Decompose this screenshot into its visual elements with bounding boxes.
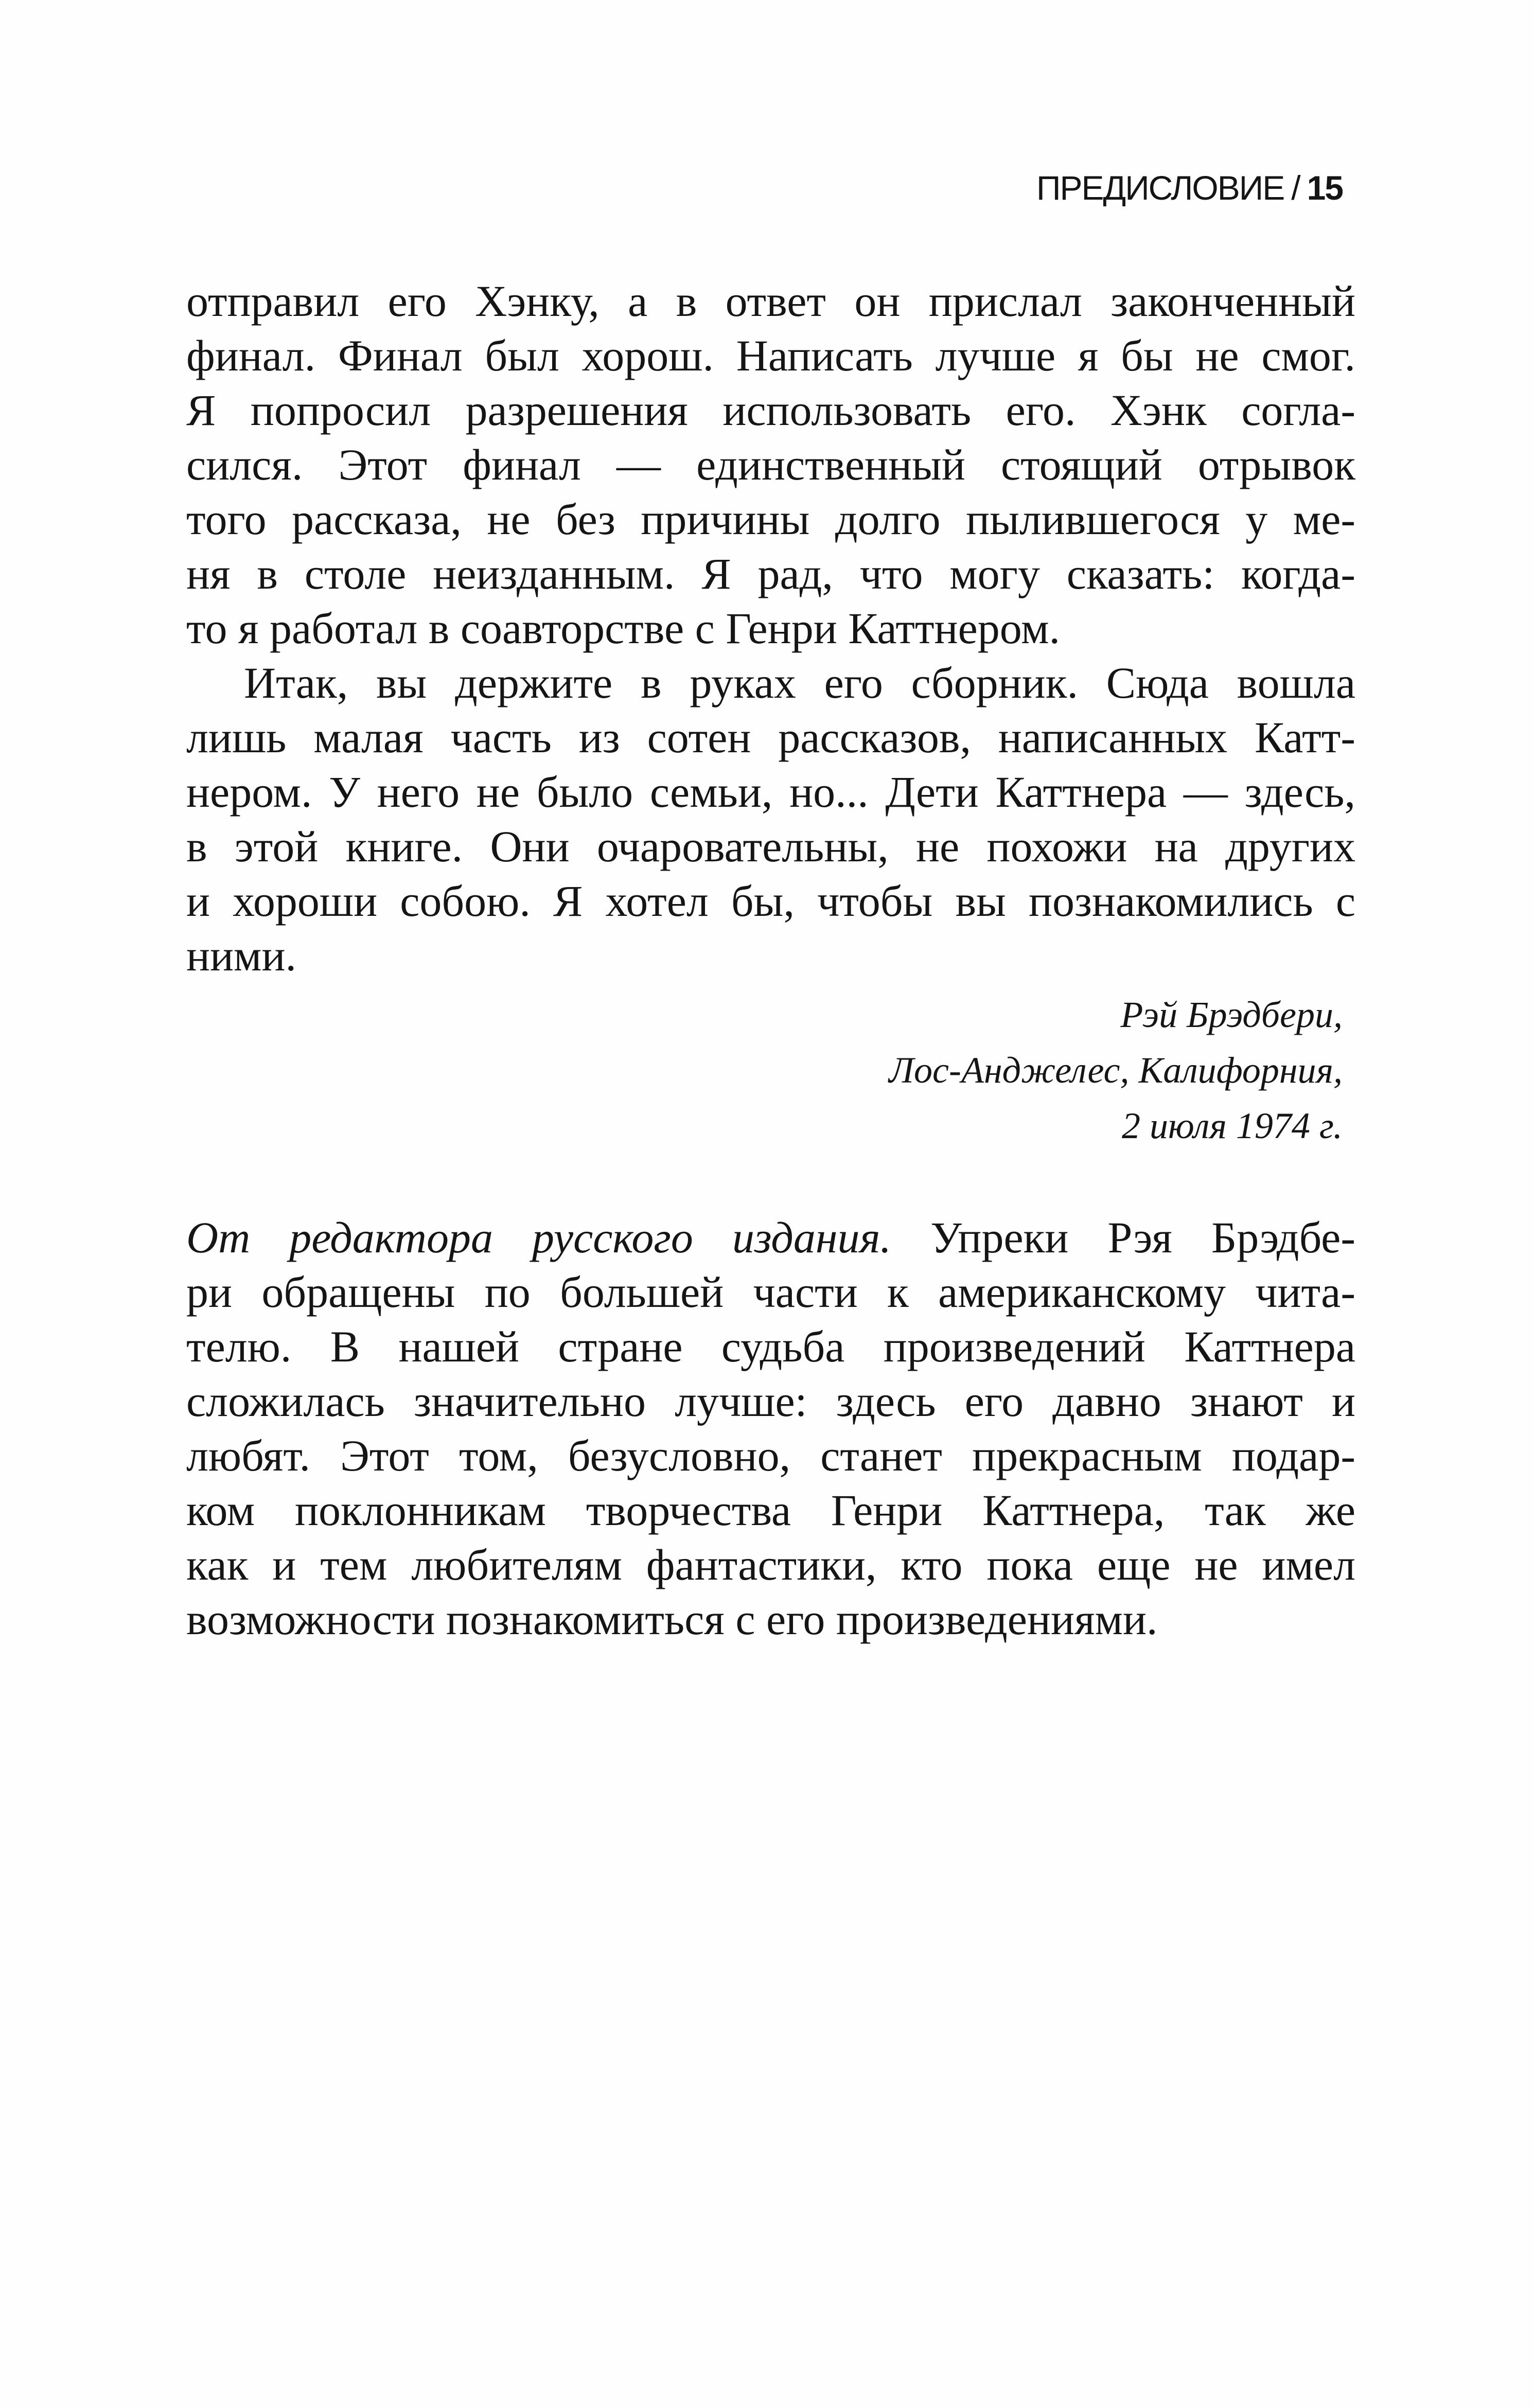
text-line: в этой книге. Они очаровательны, не похожи на других	[186, 822, 1355, 871]
running-head	[1036, 171, 1343, 205]
text-line: лишь малая часть из сотен рассказов, написанных Катт-	[186, 713, 1355, 762]
text-line: сложилась значительно лучше: здесь его давно знают и	[186, 1376, 1355, 1426]
separator: /	[1291, 169, 1300, 207]
signature	[889, 987, 1343, 1154]
text-line: любят. Этот том, безусловно, станет прекрасным подар-	[186, 1431, 1355, 1480]
main-text	[186, 274, 1355, 983]
editor-note-first-line-text: Упреки Рэя Брэдбе-	[930, 1213, 1355, 1262]
text-line: нером. У него не было семьи, но... Дети Каттнера — здесь,	[186, 767, 1355, 817]
text-line: телю. В нашей стране судьба произведений Каттнера	[186, 1322, 1355, 1371]
text-line: ком поклонникам творчества Генри Каттнера, так же	[186, 1485, 1355, 1535]
text-line: и хороши собою. Я хотел бы, чтобы вы познакомились с	[186, 876, 1355, 926]
editor-note-label: От редактора русского издания.	[186, 1213, 892, 1262]
editor-note-first-line	[186, 1210, 1355, 1265]
text-line: ними.	[186, 931, 296, 980]
text-line: как и тем любителям фантастики, кто пока еще не имел	[186, 1540, 1355, 1589]
text-line: того рассказа, не без причины долго пылившегося у ме-	[186, 494, 1355, 544]
text-line: отправил его Хэнку, а в ответ он прислал законченный	[186, 276, 1355, 326]
text-line: возможности познакомиться с его произведениями.	[186, 1595, 1158, 1644]
section-title: ПРЕДИСЛОВИЕ	[1036, 169, 1284, 207]
page-number: 15	[1307, 169, 1343, 207]
text-line: финал. Финал был хорош. Написать лучше я бы не смог.	[186, 331, 1355, 380]
text-line: ри обращены по большей части к американскому чита-	[186, 1267, 1355, 1317]
text-line: Я попросил разрешения использовать его. Хэнк согла-	[186, 385, 1355, 435]
text-line: Итак, вы держите в руках его сборник. Сюда вошла	[244, 658, 1355, 707]
text-line: сился. Этот финал — единственный стоящий отрывок	[186, 440, 1355, 489]
signature-date: 2 июля 1974 г.	[1122, 1105, 1343, 1146]
signature-place: Лос-Анджелес, Калифорния,	[889, 1050, 1343, 1091]
signature-author: Рэй Брэдбери,	[1120, 994, 1343, 1035]
editor-note	[186, 1210, 1355, 1646]
text-line: то я работал в соавторстве с Генри Каттнером.	[186, 604, 1061, 653]
text-line: ня в столе неизданным. Я рад, что могу сказать: когда-	[186, 549, 1355, 598]
